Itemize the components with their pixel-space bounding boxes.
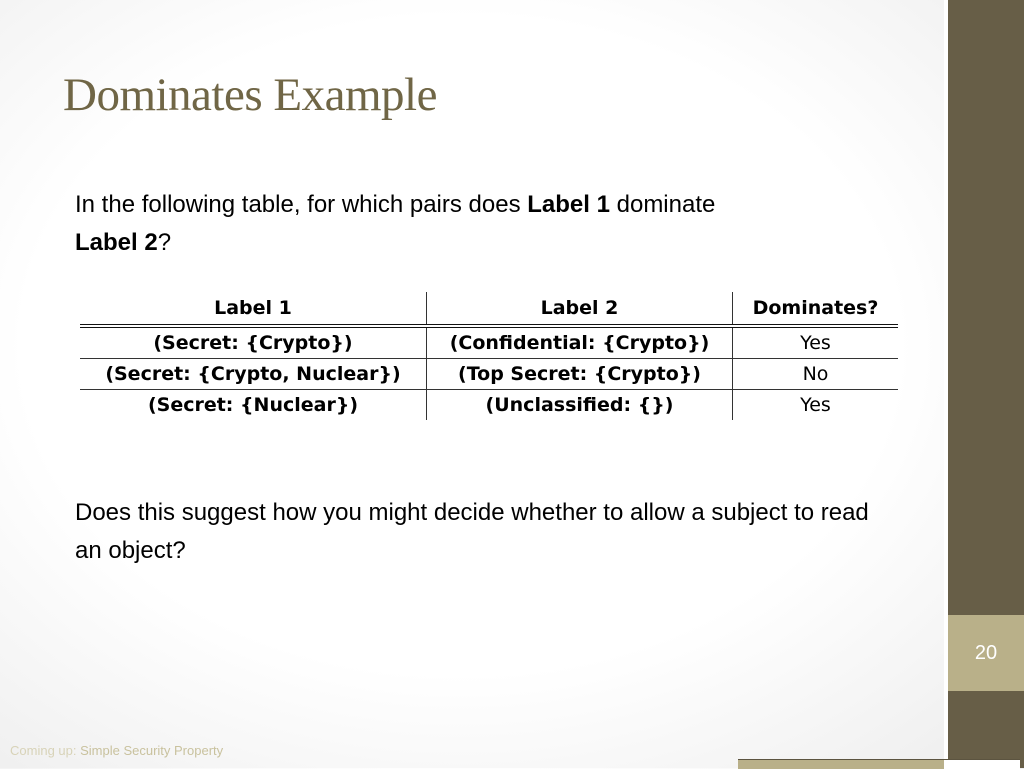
question-label2: Label 2 bbox=[75, 229, 158, 256]
header-label1: Label 1 bbox=[80, 292, 427, 326]
cell-dominates: Yes bbox=[800, 394, 831, 416]
cell-label2: (Unclassified: {}) bbox=[427, 390, 733, 421]
cell-label1: (Secret: {Nuclear}) bbox=[80, 390, 427, 421]
cell-label2: (Confidential: {Crypto}) bbox=[427, 326, 733, 359]
question-part1: In the following table, for which pairs does bbox=[75, 191, 528, 218]
followup-text: Does this suggest how you might decide whether to allow a subject to read an object? bbox=[75, 499, 869, 564]
dominates-table bbox=[80, 292, 898, 420]
question-text bbox=[75, 186, 875, 262]
question-label1: Label 1 bbox=[527, 191, 610, 218]
question-part2: dominate bbox=[609, 191, 716, 218]
table-row bbox=[80, 359, 898, 390]
cell-dominates: No bbox=[733, 359, 899, 390]
cell-label1: (Secret: {Crypto, Nuclear}) bbox=[80, 359, 427, 390]
cell-label2: (Top Secret: {Crypto}) bbox=[427, 359, 733, 390]
table-row bbox=[80, 326, 898, 359]
header-dominates: Dominates? bbox=[733, 292, 899, 326]
table-row bbox=[80, 390, 898, 421]
header-label2: Label 2 bbox=[427, 292, 733, 326]
cell-dominates: Yes bbox=[733, 326, 899, 359]
cell-label1: (Secret: {Crypto}) bbox=[80, 326, 427, 359]
question-part3: ? bbox=[157, 229, 172, 256]
table-header-row bbox=[80, 292, 898, 326]
footer-note bbox=[10, 743, 223, 758]
slide-title: Dominates Example bbox=[63, 69, 437, 121]
footer-link[interactable]: Simple Security Property bbox=[80, 743, 224, 758]
footer-prefix: Coming up: bbox=[10, 743, 81, 758]
page-number: 20 bbox=[948, 615, 1024, 691]
